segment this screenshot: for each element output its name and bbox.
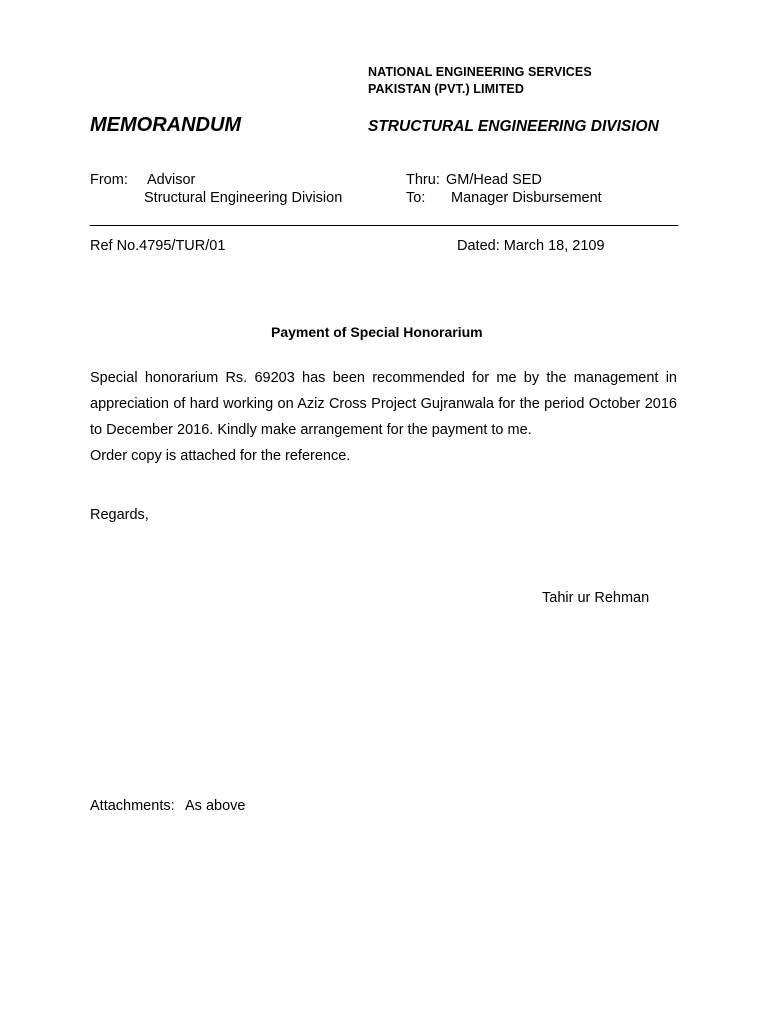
attachments-value: As above <box>185 798 246 814</box>
memo-body <box>90 365 677 469</box>
dated: Dated: March 18, 2109 <box>457 238 605 254</box>
signatory-name: Tahir ur Rehman <box>542 590 650 606</box>
memo-title: MEMORANDUM <box>90 114 242 136</box>
to-label: To: <box>406 190 426 206</box>
thru-value: GM/Head SED <box>446 172 542 188</box>
company-name-line-2: PAKISTAN (PVT.) LIMITED <box>368 82 524 96</box>
from-department: Structural Engineering Division <box>144 190 343 206</box>
attachments-label: Attachments: <box>90 798 175 814</box>
from-label: From: <box>90 172 128 188</box>
body-paragraph: Special honorarium Rs. 69203 has been recommended for me by the management in appreciation of hard working on Aziz Cross Project Gujranwala for the period October 2016 to December 2016. Kindly make arrangement for the payment to me. <box>90 370 677 438</box>
body-paragraph: Order copy is attached for the reference. <box>90 448 351 464</box>
reference-number: Ref No.4795/TUR/01 <box>90 238 226 254</box>
to-value: Manager Disbursement <box>451 190 602 206</box>
division-title: STRUCTURAL ENGINEERING DIVISION <box>368 118 659 135</box>
from-value: Advisor <box>147 172 196 188</box>
header-divider <box>90 225 678 226</box>
regards: Regards, <box>90 507 149 523</box>
thru-label: Thru: <box>406 172 440 188</box>
subject-heading: Payment of Special Honorarium <box>271 324 483 340</box>
company-name-line-1: NATIONAL ENGINEERING SERVICES <box>368 65 592 79</box>
